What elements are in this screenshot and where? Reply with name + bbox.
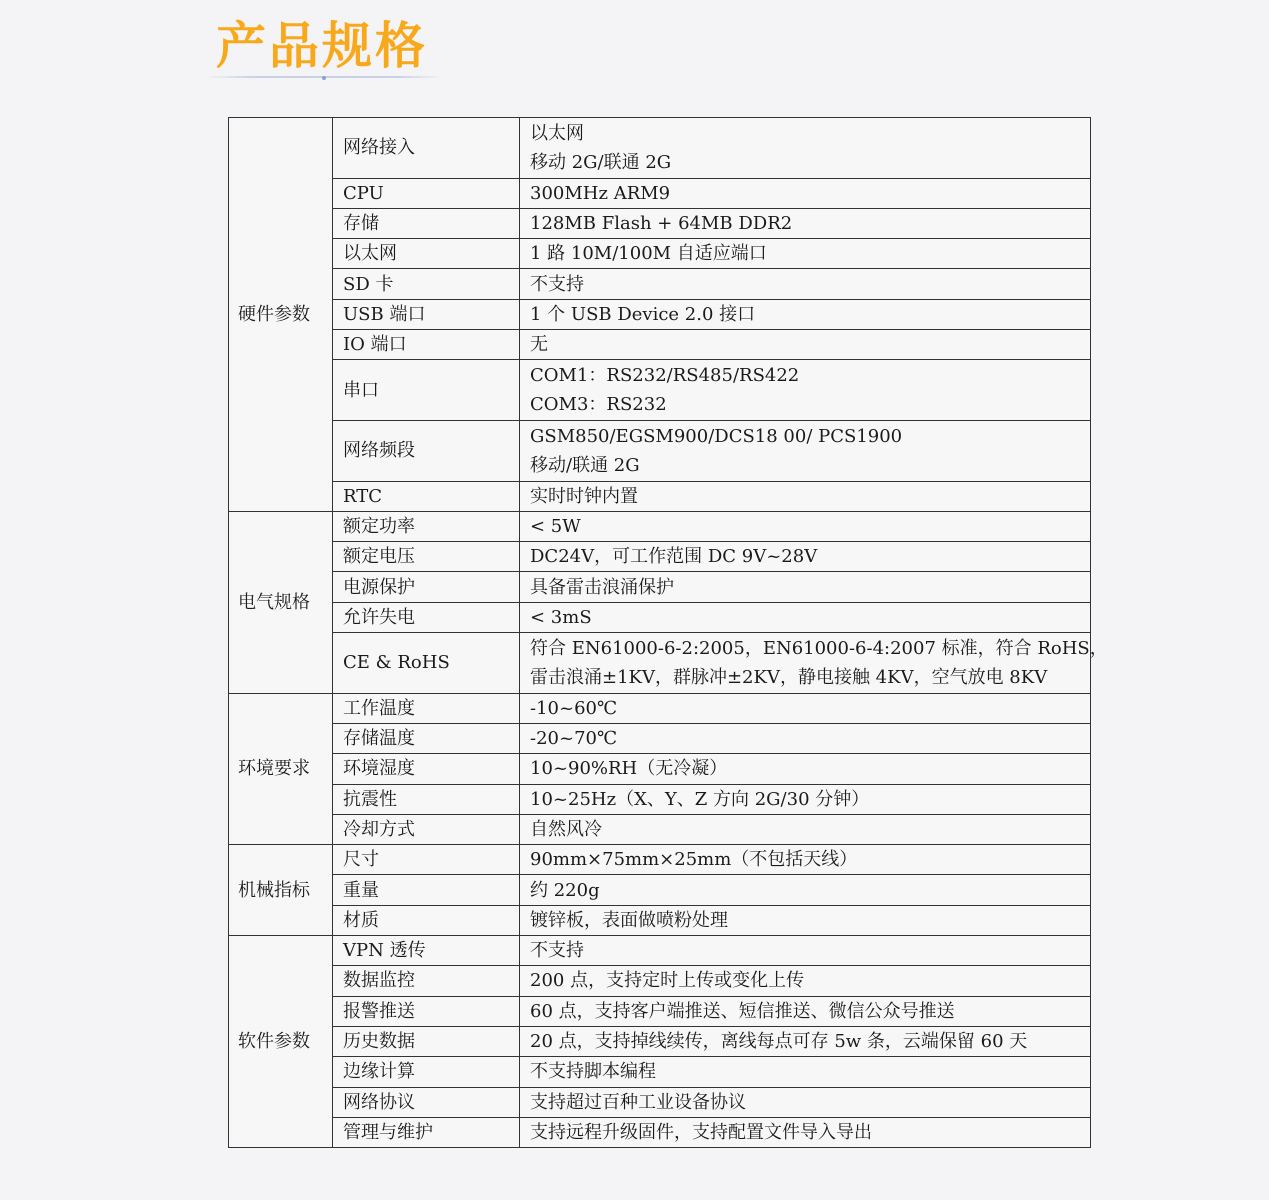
spec-row — [229, 845, 1091, 875]
value-line: 1 个 USB Device 2.0 接口 — [530, 303, 756, 325]
value-line: 雷击浪涌±1KV，群脉冲±2KV，静电接触 4KV，空气放电 8KV — [530, 666, 1048, 688]
value-line: 10~25Hz（X、Y、Z 方向 2G/30 分钟） — [530, 788, 870, 810]
spec-row — [229, 330, 1091, 360]
value-line: 无 — [530, 334, 548, 356]
spec-row — [229, 602, 1091, 632]
param-cell: 网络协议 — [333, 1087, 520, 1117]
value-cell — [520, 511, 1091, 541]
spec-row — [229, 754, 1091, 784]
param-cell: 额定电压 — [333, 542, 520, 572]
page-title: 产品规格 — [216, 17, 428, 75]
spec-table — [228, 117, 1108, 1148]
spec-row — [229, 269, 1091, 299]
param-cell: 网络频段 — [333, 420, 520, 481]
param-cell: IO 端口 — [333, 330, 520, 360]
param-cell: VPN 透传 — [333, 936, 520, 966]
value-line: -10~60℃ — [530, 697, 618, 719]
value-cell — [520, 239, 1091, 269]
value-cell — [520, 905, 1091, 935]
spec-row — [229, 814, 1091, 844]
spec-row — [229, 633, 1091, 694]
param-cell: 边缘计算 — [333, 1057, 520, 1087]
spec-row — [229, 1026, 1091, 1056]
value-cell — [520, 178, 1091, 208]
category-cell: 软件参数 — [229, 936, 333, 1148]
value-line: < 5W — [530, 516, 581, 537]
spec-row — [229, 299, 1091, 329]
spec-row — [229, 178, 1091, 208]
value-line: 镀锌板，表面做喷粉处理 — [530, 909, 728, 931]
value-line: < 3mS — [530, 606, 592, 628]
value-line: 60 点，支持客户端推送、短信推送、微信公众号推送 — [530, 1000, 955, 1022]
value-line: DC24V，可工作范围 DC 9V~28V — [530, 546, 818, 568]
spec-row — [229, 239, 1091, 269]
spec-row — [229, 905, 1091, 935]
param-cell: 重量 — [333, 875, 520, 905]
value-cell — [520, 1117, 1091, 1147]
value-line: 具备雷击浪涌保护 — [530, 576, 674, 598]
value-line: 20 点，支持掉线续传，离线每点可存 5w 条，云端保留 60 天 — [530, 1031, 1028, 1053]
value-cell — [520, 542, 1091, 572]
param-cell: 串口 — [333, 360, 520, 421]
value-cell — [520, 330, 1091, 360]
category-cell: 机械指标 — [229, 845, 333, 936]
value-cell — [520, 572, 1091, 602]
value-line: COM1：RS232/RS485/RS422 — [530, 365, 800, 387]
value-cell — [520, 299, 1091, 329]
category-cell: 电气规格 — [229, 511, 333, 693]
spec-row — [229, 1087, 1091, 1117]
spec-row — [229, 420, 1091, 481]
title-underline-dot — [322, 76, 326, 80]
spec-table-body — [229, 118, 1108, 1148]
param-cell: 工作温度 — [333, 693, 520, 723]
spec-row — [229, 208, 1091, 238]
param-cell: SD 卡 — [333, 269, 520, 299]
value-line: 90mm×75mm×25mm（不包括天线） — [530, 849, 858, 871]
value-cell — [520, 118, 1091, 179]
param-cell: 历史数据 — [333, 1026, 520, 1056]
param-cell: 存储 — [333, 208, 520, 238]
value-line: 移动/联通 2G — [530, 454, 640, 476]
value-cell — [520, 208, 1091, 238]
value-cell — [520, 784, 1091, 814]
value-line: 自然风冷 — [530, 818, 602, 840]
spec-row — [229, 542, 1091, 572]
category-cell: 硬件参数 — [229, 118, 333, 512]
value-cell — [520, 360, 1091, 421]
spec-row — [229, 966, 1091, 996]
spec-row — [229, 875, 1091, 905]
value-line: 不支持 — [530, 273, 584, 295]
value-cell — [520, 633, 1108, 694]
param-cell: 报警推送 — [333, 996, 520, 1026]
param-cell: CPU — [333, 178, 520, 208]
value-cell — [520, 966, 1091, 996]
param-cell: 尺寸 — [333, 845, 520, 875]
spec-row — [229, 693, 1091, 723]
value-cell — [520, 420, 1091, 481]
value-line: GSM850/EGSM900/DCS18 00/ PCS1900 — [530, 425, 903, 447]
value-line: 约 220g — [530, 879, 600, 901]
value-line: 不支持 — [530, 940, 584, 962]
value-cell — [520, 875, 1091, 905]
param-cell: 允许失电 — [333, 602, 520, 632]
param-cell: 存储温度 — [333, 723, 520, 753]
value-line: 移动 2G/联通 2G — [530, 151, 672, 173]
value-line: 支持远程升级固件，支持配置文件导入导出 — [530, 1121, 872, 1143]
value-cell — [520, 936, 1091, 966]
value-cell — [520, 1026, 1091, 1056]
param-cell: 额定功率 — [333, 511, 520, 541]
param-cell: 电源保护 — [333, 572, 520, 602]
value-cell — [520, 754, 1091, 784]
value-cell — [520, 814, 1091, 844]
value-cell — [520, 723, 1091, 753]
spec-row — [229, 481, 1091, 511]
param-cell: 材质 — [333, 905, 520, 935]
spec-row — [229, 118, 1091, 179]
category-cell: 环境要求 — [229, 693, 333, 844]
spec-row — [229, 1117, 1091, 1147]
value-cell — [520, 481, 1091, 511]
spec-row — [229, 723, 1091, 753]
value-cell — [520, 1057, 1091, 1087]
value-cell — [520, 1087, 1091, 1117]
value-line: 以太网 — [530, 122, 584, 144]
param-cell: 环境湿度 — [333, 754, 520, 784]
spec-row — [229, 784, 1091, 814]
spec-row — [229, 936, 1091, 966]
value-line: 支持超过百种工业设备协议 — [530, 1091, 746, 1113]
param-cell: USB 端口 — [333, 299, 520, 329]
value-cell — [520, 996, 1091, 1026]
value-line: 10~90%RH（无冷凝） — [530, 758, 728, 780]
param-cell: 以太网 — [333, 239, 520, 269]
param-cell: 冷却方式 — [333, 814, 520, 844]
param-cell: 管理与维护 — [333, 1117, 520, 1147]
spec-row — [229, 511, 1091, 541]
param-cell: CE & RoHS — [333, 633, 520, 694]
value-line: 300MHz ARM9 — [530, 182, 671, 204]
value-line: 128MB Flash + 64MB DDR2 — [530, 213, 793, 235]
value-line: 200 点，支持定时上传或变化上传 — [530, 970, 805, 992]
value-cell — [520, 602, 1091, 632]
param-cell: 抗震性 — [333, 784, 520, 814]
value-cell — [520, 845, 1091, 875]
value-line: COM3：RS232 — [530, 394, 667, 416]
spec-row — [229, 996, 1091, 1026]
param-cell: 数据监控 — [333, 966, 520, 996]
value-line: 实时时钟内置 — [530, 485, 638, 507]
value-line: 1 路 10M/100M 自适应端口 — [530, 243, 767, 265]
spec-row — [229, 1057, 1091, 1087]
value-cell — [520, 269, 1091, 299]
spec-row — [229, 572, 1091, 602]
value-cell — [520, 693, 1091, 723]
value-line: -20~70℃ — [530, 728, 618, 750]
spec-row — [229, 360, 1091, 421]
param-cell: 网络接入 — [333, 118, 520, 179]
param-cell: RTC — [333, 481, 520, 511]
value-line: 不支持脚本编程 — [530, 1061, 656, 1083]
value-line: 符合 EN61000-6-2:2005，EN61000-6-4:2007 标准，符合 RoHS， — [530, 637, 1108, 659]
